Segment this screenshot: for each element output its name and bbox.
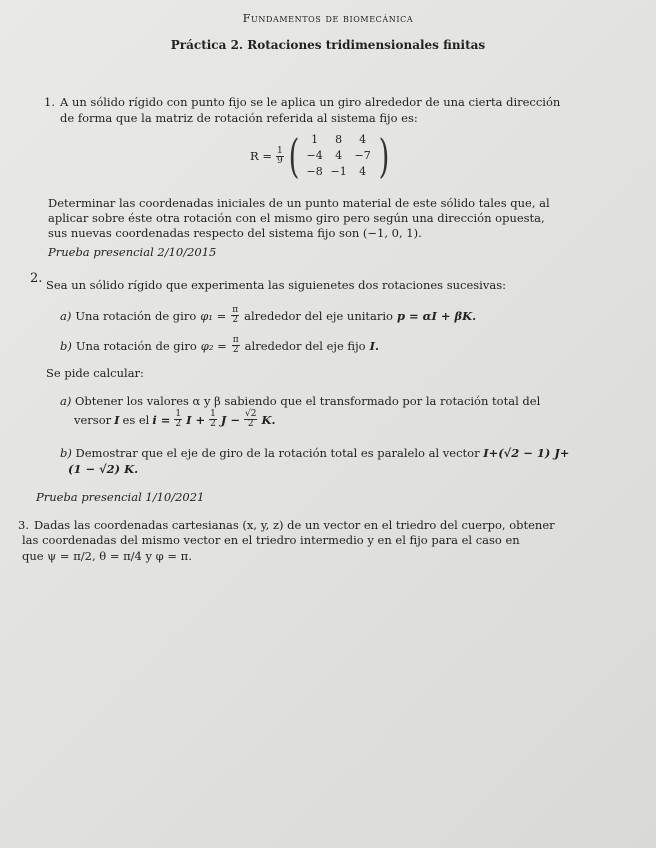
- problem-3-number: 3.: [18, 518, 29, 532]
- matrix-cell: 1: [311, 133, 319, 146]
- matrix-cell: 8: [335, 133, 343, 146]
- fraction-numerator: π: [232, 305, 239, 315]
- matrix-cell: 4: [359, 133, 367, 146]
- rotation-b-fraction: [232, 336, 240, 355]
- question-a-text: Obtener los valores α y β sabiendo que el transformado por la rotación total del: [75, 394, 541, 408]
- question-b-text: Demostrar que el eje de giro de la rotación total es paralelo al vector: [75, 446, 480, 460]
- fraction-numerator: π: [232, 335, 239, 345]
- matrix-grid: [303, 132, 375, 180]
- matrix-cell: −4: [306, 149, 323, 162]
- problem-3-line1: Dadas las coordenadas cartesianas (x, y, z) de un vector en el triedro del cuerpo, obtener: [34, 518, 555, 532]
- rotation-matrix: [250, 129, 393, 183]
- rotation-a-label: a): [60, 308, 72, 323]
- rotation-b-text: Una rotación de giro: [75, 338, 197, 353]
- rotation-a-fraction: [231, 306, 239, 325]
- fraction-denominator: 2: [232, 315, 239, 325]
- rotation-a-text2: alrededor del eje unitario: [244, 308, 393, 323]
- term-I: I +: [186, 412, 206, 427]
- matrix-cell: −1: [330, 165, 347, 178]
- term-J: J −: [220, 412, 240, 427]
- problem-1-text3: sus nuevas coordenadas respecto del sistema fijo son (−1, 0, 1).: [48, 226, 422, 240]
- fraction-denominator: 9: [276, 155, 283, 166]
- problem-1-number: 1.: [44, 95, 55, 109]
- problem-1-text1: Determinar las coordenadas iniciales de un punto material de este sólido tales que, al: [48, 196, 550, 210]
- problem-2-intro: Sea un sólido rígido que experimenta las siguienetes dos rotaciones sucesivas:: [46, 278, 506, 292]
- fraction-denominator: 2: [175, 419, 182, 429]
- matrix-fraction: [276, 147, 284, 166]
- right-paren: ): [378, 129, 390, 183]
- question-a-line1: [60, 394, 540, 408]
- rotation-a-axis: p = αI + βK.: [396, 308, 477, 323]
- axis-vector-part2: (1 − √2) K.: [68, 462, 139, 476]
- question-a-label: a): [60, 394, 72, 408]
- fraction-numerator: 1: [175, 409, 182, 419]
- problem-1-text2: aplicar sobre éste otra rotación con el mismo giro pero según una dirección opuesta,: [48, 211, 545, 225]
- fraction-numerator: √2: [244, 409, 257, 419]
- fraction-numerator: 1: [276, 145, 283, 156]
- matrix-lhs: R =: [250, 149, 272, 163]
- problem-3-line3: que ψ = π/2, θ = π/4 y φ = π.: [22, 549, 192, 563]
- rotation-b-label: b): [60, 338, 72, 353]
- term-K: K.: [261, 412, 276, 427]
- rotation-a-angle: φ₁ =: [200, 308, 227, 323]
- rotation-b-angle: φ₂ =: [200, 338, 227, 353]
- problem-1-line1: A un sólido rígido con punto fijo se le aplica un giro alrededor de una cierta dirección: [60, 95, 561, 109]
- rotation-b-text2: alrededor del eje fijo: [244, 338, 366, 353]
- problem-3-line2: las coordenadas del mismo vector en el triedro intermedio y en el fijo para el caso en: [22, 533, 520, 547]
- rotation-a-text: Una rotación de giro: [75, 308, 197, 323]
- course-title: Fundamentos de biomecánica: [242, 12, 414, 25]
- practice-title: Práctica 2. Rotaciones tridimensionales finitas: [170, 38, 486, 52]
- rotation-a: [60, 306, 476, 325]
- fraction-numerator: 1: [210, 409, 216, 419]
- problem-2-ask: Se pide calcular:: [46, 366, 144, 380]
- question-a-line2: [74, 410, 275, 429]
- rotation-b: [60, 336, 379, 355]
- fraction-denominator: 2: [210, 419, 216, 429]
- rotation-b-axis: I.: [369, 338, 379, 353]
- question-b-line1: [60, 446, 569, 460]
- coef-3: [244, 410, 257, 429]
- matrix-cell: 4: [335, 149, 343, 162]
- vector-i: i =: [152, 412, 171, 427]
- axis-vector-part1: I+(√2 − 1) J+: [483, 446, 570, 460]
- question-b-label: b): [60, 446, 72, 460]
- problem-2-exam-date: Prueba presencial 1/10/2021: [36, 490, 205, 504]
- matrix-cell: 4: [359, 165, 367, 178]
- coef-1: [174, 410, 182, 429]
- problem-2-number: 2.: [30, 271, 43, 286]
- question-a-word: versor: [74, 412, 112, 427]
- versor-I: I: [114, 412, 120, 427]
- matrix-cell: −7: [354, 149, 371, 162]
- question-a-word2: es el: [122, 412, 150, 427]
- matrix-cell: −8: [306, 165, 323, 178]
- problem-1-line2: de forma que la matriz de rotación referida al sistema fijo es:: [60, 111, 418, 125]
- coef-2: [209, 410, 217, 429]
- fraction-denominator: 2: [232, 345, 239, 355]
- problem-1-exam-date: Prueba presencial 2/10/2015: [48, 245, 217, 259]
- left-paren: (: [288, 129, 300, 183]
- fraction-denominator: 2: [247, 419, 254, 429]
